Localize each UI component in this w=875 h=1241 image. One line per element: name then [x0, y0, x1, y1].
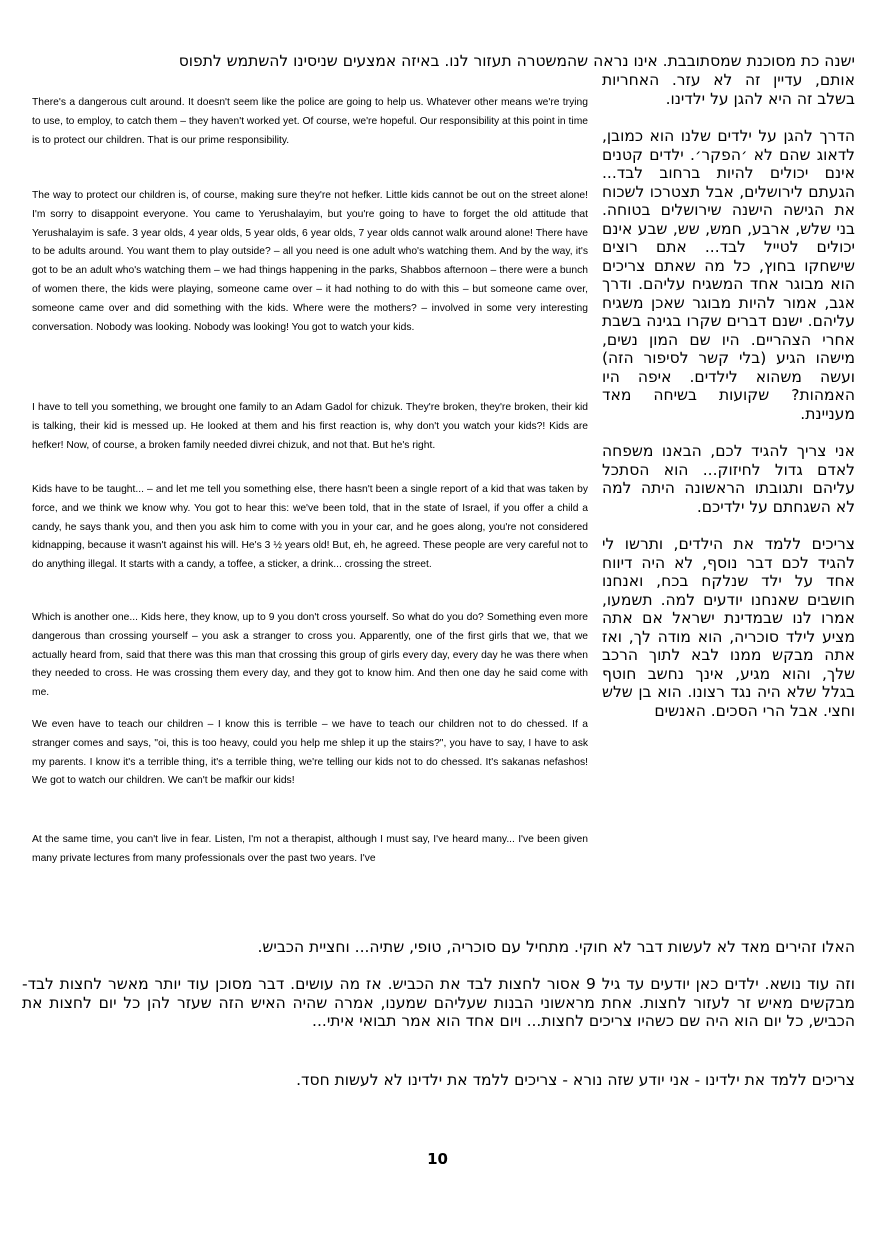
- english-paragraph: There's a dangerous cult around. It doesn't seem like the police are going to help us. Whatever other means we're trying to use, to employ, to catch them – they haven't worked yet. Of course, we're hopeful. Our responsibility at this point in time is to protect our children. That is our prime responsibility.: [32, 97, 588, 146]
- english-paragraph: At the same time, you can't live in fear. Listen, I'm not a therapist, although I must say, I've heard many... I've been given many private lectures from many professionals over the past two years. I've: [32, 834, 588, 864]
- hebrew-paragraph: הדרך להגן על ילדים שלנו הוא כמובן, לדאוג שהם לא ׳הפקר׳. ילדים קטנים אינם יכולים להיות ברחוב לבד... הגעתם לירושלים, אבל תצטרכו לשכוח את הגישה הישנה שירושלים בטוחה. בני שלש, ארבע, חמש, שש, שבע אינם יכולים לטייל לבד... אתם רוצים שישחקו בחוץ, כל מה שאתם צריכים הוא מבוגר אחד המשגיח עליהם. ודרך אגב, אמור להיות מבוגר שאכן משגיח עליהם. ישנם דברים שקרו בגינה בשבת אחרי הצהריים. היו שם המון נשים, מישהו הגיע (בלי קשר לסיפור הזה) ועשה משהוא לילדים. איפה היו האמהות? שקועות בשיחה מאד מעניינת.: [602, 127, 855, 423]
- hebrew-paragraph: אותם, עדיין זה לא עזר. האחריות בשלב זה היא להגן על ילדינו.: [602, 71, 855, 108]
- english-paragraph: Kids have to be taught... – and let me tell you something else, there hasn't been a single report of a kid that was taken by force, and we think we know why. You got to hear this: we've been told, that in the state of Israel, if you offer a child a candy, he says thank you, and then you ask him to come with you in your car, and he goes along, you're not considered kidnapping, because it wasn't against his will. He's 3 ½ years old! But, eh, he agreed. These people are very careful not to do anything illegal. It starts with a candy, a toffee, a sticker, a drink... crossing the street.: [32, 484, 588, 571]
- english-paragraph: We even have to teach our children – I know this is terrible – we have to teach our children not to do chessed. If a stranger comes and says, "oi, this is too heavy, could you help me shlep it up the stairs?", you have to say, I have to ask my parents. I know it's a terrible thing, it's a terrible thing, we're telling our kids not to do chessed. It's sakanas nefashos! We got to watch our children. We can't be mafkir our kids!: [32, 719, 588, 787]
- hebrew-full-paragraph: וזה עוד נושא. ילדים כאן יודעים עד גיל 9 אסור לחצות לבד את הכביש. אז מה עושים. דבר מסוכן עוד יותר מאשר לחצות לבד- מבקשים מאיש זר לעזור לחצות. אחת מראשוני הבנות שעליהם שמענו, אמרה שהיה האיש הזה שעזר להן כל יום לחצות את הכביש, כל יום הוא היה שם כשהיו צריכים לחצות... ויום אחד הוא אמר תבואי איתי...: [22, 975, 855, 1030]
- hebrew-paragraph: אני צריך להגיד לכם, הבאנו משפחה לאדם גדול לחיזוק... הוא הסתכל עליהם ותגובתו הראשונה היתה למה לא השגחתם על ילדיכם.: [602, 442, 855, 516]
- hebrew-paragraph: צריכים ללמד את הילדים, ותרשו לי להגיד לכם דבר נוסף, לא היה דיווח אחד על ילד שנלקח בכח, ואנחנו חושבים שאנחנו יודעים למה. תשמעו, אמרו לנו שבמדינת ישראל אם אתה מציע לילד סוכריה, הוא מודה לך, ואז אתה מבקש ממנו לבא לתוך הרכב שלך, והוא מגיע, אינך נחשב חוטף בגלל שלא היה נגד רצונו. הוא בן שלש וחצי. אבל הרי הסכים. האנשים: [602, 535, 855, 720]
- hebrew-top-line: ישנה כת מסוכנת שמסתובבת. אינו נראה שהמשטרה תעזור לנו. באיזה אמצעים שניסינו להשתמש לתפוס: [178, 52, 855, 70]
- hebrew-right-column: [602, 71, 855, 720]
- page-number: 10: [427, 1150, 448, 1168]
- english-paragraph: Which is another one... Kids here, they know, up to 9 you don't cross yourself. So what do you do? Something even more dangerous than crossing yourself – you ask a stranger to cross you. Apparently, one of the first girls that we, that we actually heard from, said that there was this man that crossing this group of girls every day, every day he was there when they needed to cross. He was crossing them every day, and they got to know him. And then one day he said come with me.: [32, 612, 588, 699]
- english-paragraph: I have to tell you something, we brought one family to an Adam Gadol for chizuk. They're broken, they're broken, their kid is talking, their kid is messed up. He looked at them and his first reaction is, why don't you watch your kids?! Kids are hefker! Now, of course, a broken family needed divrei chizuk, and not that. But he's right.: [32, 402, 588, 451]
- hebrew-full-line: צריכים ללמד את ילדינו - אני יודע שזה נורא - צריכים ללמד את ילדינו לא לעשות חסד.: [296, 1071, 855, 1089]
- english-paragraph: The way to protect our children is, of course, making sure they're not hefker. Little kids cannot be out on the street alone! I'm sorry to disappoint everyone. You came to Yerushalayim, but you're going to have to forget the old attitude that Yerushalayim is safe. 3 year olds, 4 year olds, 5 year olds, 6 year olds, 7 year olds cannot walk around alone! There have to be adults around. You want them to play outside? – all you need is one adult who's watching them. And by the way, it's got to be an adult who's watching them – we had things happening in the parks, Shabbos afternoon – there were a bunch of women there, the kids were playing, someone came over – it had nothing to do with this – but someone came over, someone came over and did something with the kids. Where were the mothers? – involved in some very interesting conversation. Nobody was looking. Nobody was looking! You got to watch your kids.: [32, 190, 588, 333]
- hebrew-full-line: האלו זהירים מאד לא לעשות דבר לא חוקי. מתחיל עם סוכריה, טופי, שתיה... וחציית הכביש.: [257, 938, 855, 956]
